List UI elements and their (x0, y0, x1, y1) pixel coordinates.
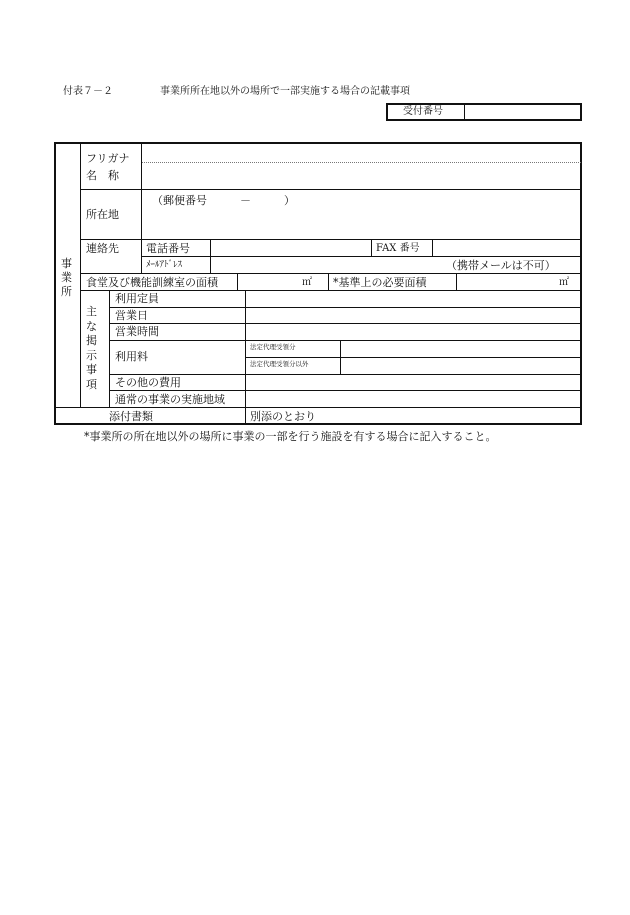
postal-code-text: （郵便番号 － ） (152, 194, 295, 207)
phone-label: 電話番号 (146, 242, 190, 255)
furigana-label: フリガナ (86, 152, 130, 165)
row-line-address (80, 239, 581, 240)
col-line-items (109, 290, 110, 407)
row-line-days (109, 323, 581, 324)
row-line-service-area (55, 407, 581, 408)
legal-proxy-label: 法定代理受領分 (250, 343, 296, 351)
attachments-label: 添付書類 (109, 410, 153, 423)
reception-number-label: 受付番号 (403, 106, 443, 117)
row-line-name (80, 189, 581, 190)
dining-area-label: 食堂及び機能訓練室の面積 (86, 276, 218, 289)
email-label: ﾒｰﾙｱﾄﾞﾚｽ (146, 260, 183, 270)
footnote: *事業所の所在地以外の場所に事業の一部を行う施設を有する場合に記入すること。 (84, 430, 497, 443)
office-group-label: 事 業 所 (61, 257, 72, 299)
row-line-contact (80, 273, 581, 274)
row-line-capacity (109, 307, 581, 308)
row-line-fee (109, 374, 581, 375)
row-line-fee-split (245, 357, 581, 358)
mobile-mail-note: （携帯メールは不可） (446, 259, 556, 272)
business-days-label: 営業日 (115, 309, 148, 322)
col-line-area2 (328, 273, 329, 290)
col-line-contact (141, 239, 142, 273)
required-area-label: *基準上の必要面積 (333, 276, 427, 289)
capacity-label: 利用定員 (115, 292, 159, 305)
row-line-phone (141, 256, 581, 257)
other-costs-label: その他の費用 (115, 376, 181, 389)
col-line-label (141, 143, 142, 240)
furigana-dotted-line (141, 162, 581, 163)
area-unit-2: ㎡ (559, 277, 569, 288)
col-line-area3 (456, 273, 457, 290)
col-line-contact-fields (210, 239, 211, 273)
contact-label: 連絡先 (86, 242, 119, 255)
area-unit-1: ㎡ (302, 277, 312, 288)
row-line-other (109, 390, 581, 391)
form-number: 付表７－２ (63, 86, 113, 97)
row-line-hours (109, 340, 581, 341)
main-items-group-label: 主 な 掲 示 事 項 (86, 305, 97, 391)
col-line-item-values (245, 290, 246, 424)
col-line-fax-value (432, 239, 433, 256)
non-legal-proxy-label: 法定代理受領分以外 (250, 360, 309, 368)
attachments-value: 別添のとおり (250, 410, 316, 423)
service-area-label: 通常の事業の実施地域 (115, 393, 225, 406)
name-label: 名 称 (86, 169, 119, 182)
business-hours-label: 営業時間 (115, 325, 159, 338)
form-title: 事業所所在地以外の場所で一部実施する場合の記載事項 (160, 86, 410, 97)
fee-label: 利用料 (115, 350, 148, 363)
col-line-area1 (237, 273, 238, 290)
col-line-fax-label (371, 239, 372, 256)
fax-label: FAX 番号 (376, 243, 420, 254)
col-line-office (80, 143, 81, 407)
reception-divider (464, 104, 465, 120)
row-line-area (80, 290, 581, 291)
address-label: 所在地 (86, 208, 119, 221)
col-line-fee-values (340, 340, 341, 374)
